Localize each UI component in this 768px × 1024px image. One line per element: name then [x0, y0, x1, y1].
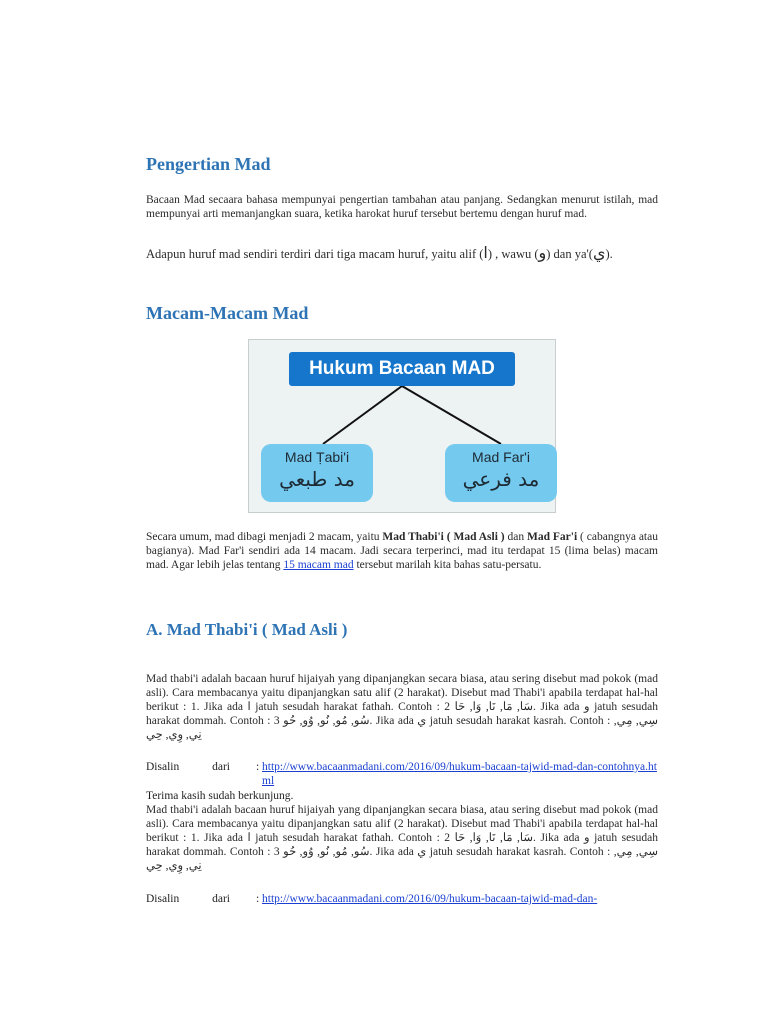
paragraph-mad-thabii-2: Mad thabi'i adalah bacaan huruf hijaiyah yang dipanjangkan secara biasa, atau sering disebut mad pokok (mad asli). Cara membacanya yaitu dipanjangkan satu alif (2 harakat). Disebut mad Thabi'i apabila terdapat hal-hal berikut : 1. Jika ada ا jatuh sesudah harakat fathah. Contoh : سَا, مَا, نَا, وَا, حَا 2. Jika ada و jatuh sesudah harakat dommah. Contoh : سُو, مُو, نُو, وُو, حُو 3. Jika ada ي jatuh sesudah harakat kasrah. Contoh : سِي, مِي, نِي, وِي, حِي: [146, 804, 658, 872]
para3-text-a: Secara umum, mad dibagi menjadi 2 macam, yaitu: [146, 531, 383, 543]
diagram-title: Hukum Bacaan MAD: [289, 352, 515, 386]
para2-text-a: Adapun huruf mad sendiri terdiri dari tiga macam huruf, yaitu alif (: [146, 247, 484, 261]
thanks-line: Terima kasih sudah berkunjung.: [146, 790, 294, 802]
paragraph-pembagian-mad: [146, 530, 658, 572]
diagram-box-mad-tabii: [261, 444, 373, 502]
paragraph-huruf-mad: [146, 240, 658, 267]
para2-text-c: ) dan ya'(: [546, 247, 593, 261]
source1-link[interactable]: http://www.bacaanmadani.com/2016/09/hukum-bacaan-tajwid-mad-dan-contohnya.html: [262, 761, 657, 787]
source1-label: Disalin dari: [146, 761, 230, 773]
source2-label: Disalin dari: [146, 893, 230, 905]
hukum-bacaan-mad-diagram: [248, 339, 556, 513]
heading-pengertian-mad: Pengertian Mad: [146, 154, 271, 174]
alif-letter: ا: [483, 243, 488, 262]
diagram-left-label: Mad Ṭabi'i: [284, 449, 350, 465]
para3-text-c: ( cabangnya atau bagianya). Mad Far'i sendiri ada 14 macam. Jadi secara terperinci, mad itu terdapat 15 (lima belas) macam mad. Agar lebih jelas tentang: [146, 531, 658, 571]
diagram-right-label: Mad Far'i: [472, 449, 530, 465]
para3-text-d: tersebut marilah kita bahas satu-persatu.: [353, 559, 542, 571]
link-15-macam-mad[interactable]: 15 macam mad: [283, 559, 354, 571]
para2-text-b: ) , wawu (: [487, 247, 539, 261]
source2-link[interactable]: http://www.bacaanmadani.com/2016/09/hukum-bacaan-tajwid-mad-dan-: [262, 893, 598, 905]
wawu-letter: و: [538, 243, 547, 262]
paragraph-definition: Bacaan Mad secaara bahasa mempunyai pengertian tambahan atau panjang. Sedangkan menurut istilah, mad mempunyai arti memanjangkan suara, ketika harokat huruf tersebut bertemu dengan huruf mad.: [146, 194, 658, 220]
para2-text-d: ).: [605, 247, 613, 261]
paragraph-mad-thabii-1: Mad thabi'i adalah bacaan huruf hijaiyah yang dipanjangkan secara biasa, atau sering disebut mad pokok (mad asli). Cara membacanya yaitu dipanjangkan satu alif (2 harakat). Disebut mad Thabi'i apabila terdapat hal-hal berikut : 1. Jika ada ا jatuh sesudah harakat fathah. Contoh : سَا, مَا, نَا, وَا, حَا 2. Jika ada و jatuh sesudah harakat dommah. Contoh : سُو, مُو, نُو, وُو, حُو 3. Jika ada ي jatuh sesudah harakat kasrah. Contoh : سِي, مِي, نِي, وِي, حِي: [146, 673, 658, 741]
para3-text-b: dan: [504, 531, 528, 543]
diagram-box-mad-fari: [445, 444, 557, 502]
source1-colon: :: [256, 761, 260, 773]
ya-letter: ي: [592, 243, 606, 262]
source2-colon: :: [256, 893, 260, 905]
para3-bold-mad-fari: Mad Far'i: [527, 531, 578, 543]
diagram-left-arabic: مد طبعي: [279, 467, 355, 491]
heading-macam-macam-mad: Macam-Macam Mad: [146, 303, 309, 323]
para3-bold-mad-thabii: Mad Thabi'i ( Mad Asli ): [382, 531, 505, 543]
diagram-right-arabic: مد فرعي: [462, 467, 540, 491]
heading-mad-thabii: A. Mad Thabi'i ( Mad Asli ): [146, 620, 348, 639]
